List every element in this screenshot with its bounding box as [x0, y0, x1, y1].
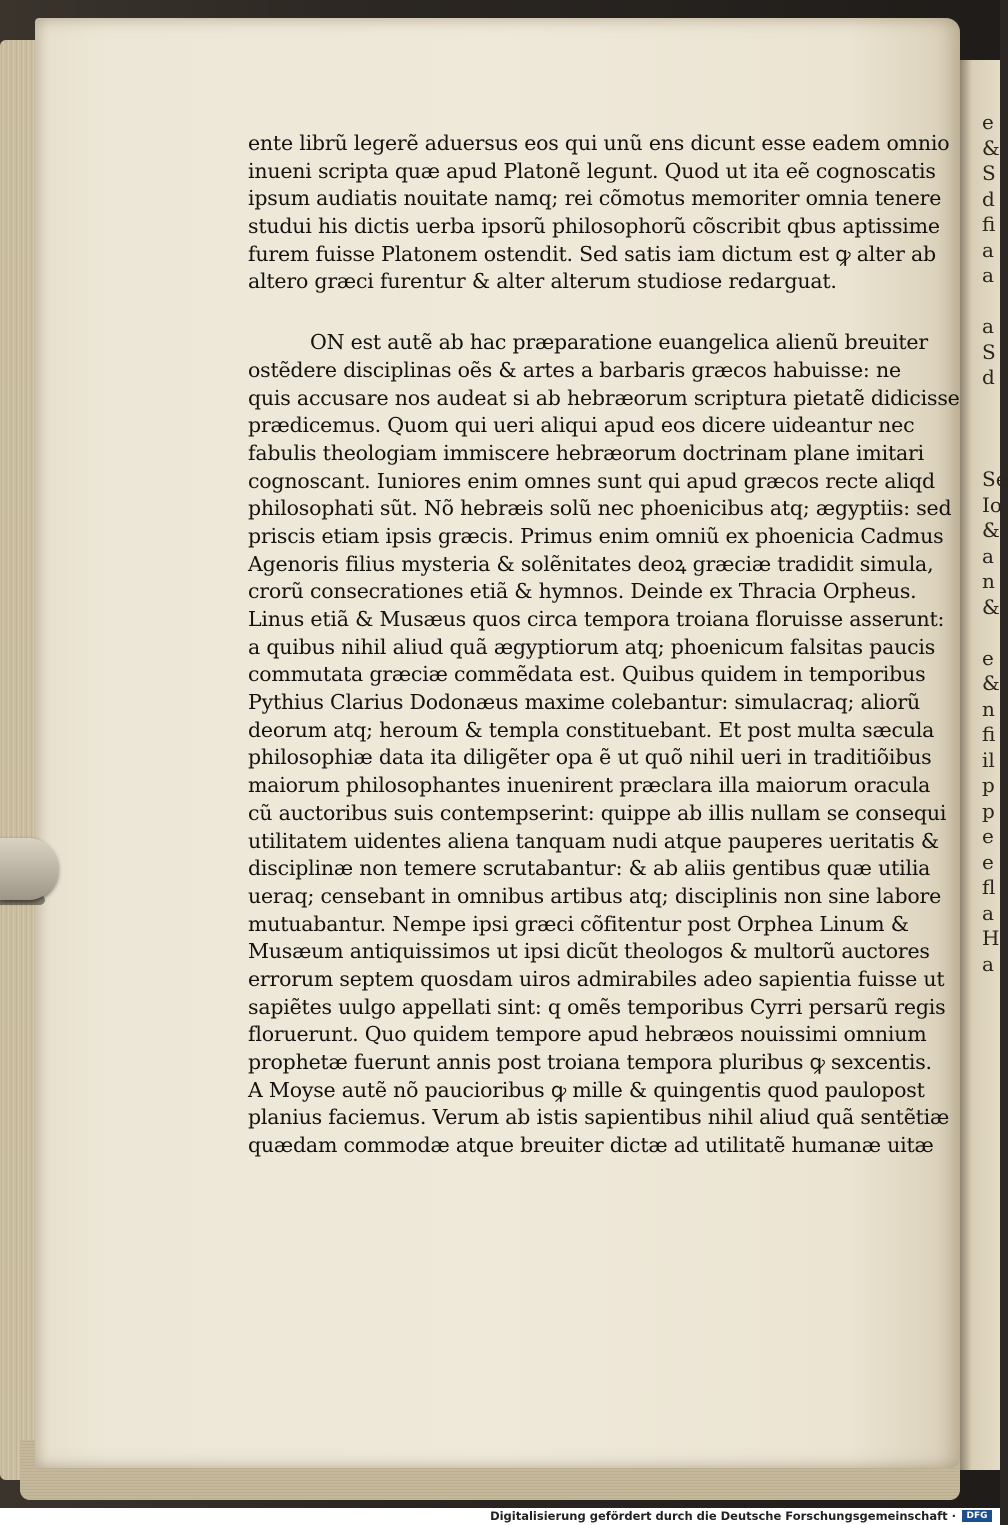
text-line: sapiẽtes uulgo appellati sint: q omẽs temporibus Cyrri persarũ regis — [248, 994, 946, 1019]
text-line: philosophiæ data ita diligẽter opa ẽ ut quõ nihil ueri in traditiõibus — [248, 745, 932, 770]
facing-page-letter: a — [982, 951, 994, 976]
facing-page-letter: fi — [982, 212, 996, 236]
facing-page-letter: Io — [982, 492, 1002, 517]
facing-page-letter: d — [982, 186, 995, 211]
text-line: planius faciemus. Verum ab istis sapientibus nihil aliud quã sentẽtiæ — [248, 1105, 950, 1130]
text-line: Musæum antiquissimos ut ipsi dicũt theologos & multorũ auctores — [248, 939, 930, 964]
paragraph-gap — [248, 296, 908, 329]
dfg-logo: DFG — [962, 1510, 992, 1522]
paragraph-first-line: ON est autẽ ab hac præparatione euangelica alienũ breuiter — [310, 330, 928, 355]
text-line: fabulis theologiam immiscere hebræorum doctrinam plane imitari — [248, 440, 924, 465]
text-line: ente librũ legerẽ aduersus eos qui unũ ens dicunt esse eadem omnio — [248, 131, 950, 155]
text-line: Pythius Clarius Dodonæus maxime colebantur: simulacraq; aliorũ — [248, 690, 921, 715]
text-line: philosophati sũt. Nõ hebræis solũ nec phoenicibus atq; ægyptiis: sed — [248, 496, 952, 521]
text-line: prophetæ fuerunt annis post troiana tempora pluribus ꝙ sexcentis. — [248, 1050, 932, 1074]
text-line: altero græci furentur & alter alterum studiose redarguat. — [248, 269, 837, 294]
text-line: inueni scripta quæ apud Platonẽ legunt. Quod ut ita eẽ cognoscatis — [248, 158, 936, 183]
facing-page-letter: & — [982, 135, 1000, 160]
facing-page-letter: a — [982, 237, 994, 262]
text-line: quædam commodæ atque breuiter dictæ ad utilitatẽ humanæ uitæ — [248, 1133, 934, 1158]
facing-page-letter: a — [982, 263, 994, 287]
facing-page-letter: a — [982, 543, 994, 568]
facing-page-letter — [982, 442, 1000, 468]
text-line: cũ auctoribus suis contempserint: quippe ab illis nullam se consequi — [248, 800, 947, 825]
facing-page-letter — [982, 289, 1000, 315]
facing-page-letter: il — [982, 747, 995, 772]
facing-page-letter — [982, 620, 1000, 646]
facing-page-letter: fi — [982, 722, 996, 746]
facing-page-letter — [982, 391, 1000, 417]
facing-page-letter: p — [982, 798, 995, 823]
facing-page-letter: & — [982, 671, 1000, 695]
facing-page-letter: n — [982, 569, 995, 593]
text-line: crorũ consecrationes etiã & hymnos. Deinde ex Thracia Orpheus. — [248, 579, 917, 604]
facing-page-letter: a — [982, 314, 994, 338]
text-line: quis accusare nos audeat si ab hebræorum scriptura pietatẽ didicisse — [248, 385, 960, 410]
facing-page-letter — [982, 416, 1000, 442]
facing-page-letter: S — [982, 339, 996, 364]
text-line: ostẽdere disciplinas oẽs & artes a barbaris græcos habuisse: ne — [248, 357, 901, 382]
text-line: utilitatem uidentes aliena tanquam nudi atque pauperes ueritatis & — [248, 828, 939, 853]
text-line: prædicemus. Quom qui ueri aliqui apud eos dicere uideantur nec — [248, 413, 915, 438]
facing-page-letter: S — [982, 161, 996, 185]
text-line: Agenoris filius mysteria & solẽnitates deoꝝ græciæ tradidit simula, — [248, 551, 934, 576]
text-line: errorum septem quosdam uiros admirabiles adeo sapientia fuisse ut — [248, 966, 945, 991]
facing-page-letter: e — [982, 824, 994, 848]
footer-bar — [0, 1508, 1000, 1525]
facing-page-letter: n — [982, 696, 995, 721]
text-line: furem fuisse Platonem ostendit. Sed satis iam dictum est ꝙ alter ab — [248, 241, 936, 266]
facing-page-letter: e — [982, 645, 994, 670]
text-line: studui his dictis uerba ipsorũ philosophorũ cõscribit qbus aptissime — [248, 214, 940, 239]
facing-page-letter: H — [982, 926, 1000, 950]
facing-page-letters — [982, 110, 1008, 977]
text-block — [248, 130, 960, 1160]
text-line: disciplinæ non temere scrutabantur: & ab aliis gentibus quæ utilia — [248, 856, 931, 881]
facing-page-letter: fl — [982, 875, 996, 899]
text-line: Linus etiã & Musæus quos circa tempora troiana floruisse asserunt: — [248, 607, 945, 631]
facing-page-letter: d — [982, 365, 995, 389]
text-line: ueraq; censebant in omnibus artibus atq; disciplinis non sine labore — [248, 883, 942, 908]
text-line: deorum atq; heroum & templa constituebant. Et post multa sæcula — [248, 717, 935, 742]
text-line: mutuabantur. Nempe ipsi græci cõfitentur post Orphea Linum & — [248, 911, 909, 936]
facing-page-letter: p — [982, 773, 995, 797]
facing-page-letter: e — [982, 849, 994, 874]
footer-credit: Digitalisierung gefördert durch die Deutsche Forschungsgemeinschaft · — [490, 1509, 956, 1523]
text-line: commutata græciæ commẽdata est. Quibus quidem in temporibus — [248, 662, 926, 687]
text-line: a quibus nihil aliud quã ægyptiorum atq; phoenicum falsitas paucis — [248, 634, 936, 659]
page-clamp — [0, 838, 58, 900]
text-line: cognoscant. Iuniores enim omnes sunt qui apud græcos recte aliqd — [248, 468, 935, 493]
text-line: priscis etiam ipsis græcis. Primus enim omniũ ex phoenicia Cadmus — [248, 523, 944, 548]
facing-page-letter: & — [982, 518, 1000, 542]
facing-page-letter: e — [982, 110, 994, 134]
text-line: floruerunt. Quo quidem tempore apud hebræos nouissimi omnium — [248, 1022, 927, 1047]
text-line: A Moyse autẽ nõ paucioribus ꝙ mille & quingentis quod paulopost — [248, 1077, 925, 1102]
text-line: maiorum philosophantes inuenirent præclara illa maiorum oracula — [248, 773, 931, 798]
facing-page-letter: & — [982, 594, 1000, 619]
text-line: ipsum audiatis nouitate namq; rei cõmotus memoriter omnia tenere — [248, 186, 942, 211]
facing-page-letter: a — [982, 900, 994, 925]
facing-page-letter: Se — [982, 467, 1008, 491]
